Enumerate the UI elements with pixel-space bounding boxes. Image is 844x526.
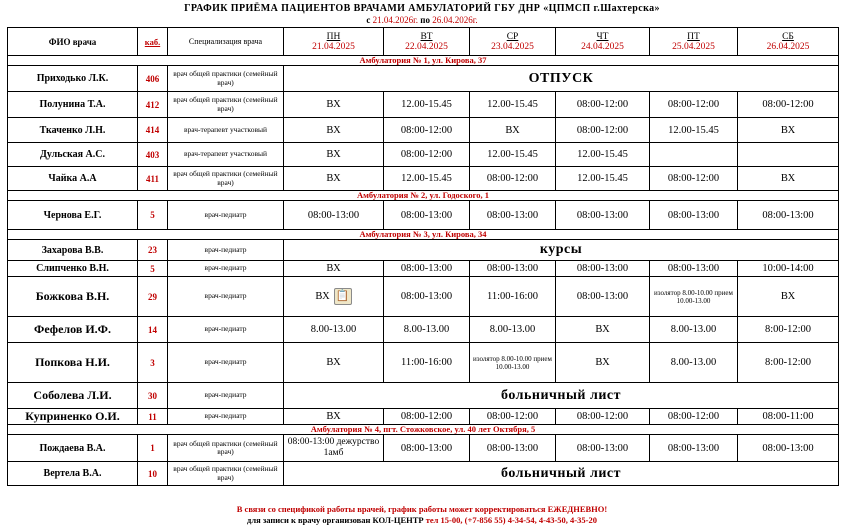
doctor-spec: врач-педиатр: [168, 343, 284, 383]
doctor-spec: врач-педиатр: [168, 317, 284, 343]
doctor-spec: врач-педиатр: [168, 261, 284, 277]
doctor-spec: врач-педиатр: [168, 409, 284, 425]
room-number: 30: [138, 383, 168, 409]
table-row: [8, 435, 839, 462]
schedule-cell: 12.00-15.45: [384, 92, 470, 118]
schedule-cell: ВХ: [738, 167, 839, 191]
schedule-title: ГРАФИК ПРИЁМА ПАЦИЕНТОВ ВРАЧАМИ АМБУЛАТОРИЙ ГБУ ДНР «ЦПМСП г.Шахтерска»: [184, 3, 660, 14]
col-header-room: каб.: [138, 28, 168, 56]
schedule-cell: ВХ: [284, 409, 384, 425]
schedule-cell: 08:00-12:00: [384, 118, 470, 143]
room-number: 5: [138, 261, 168, 277]
schedule-cell: ВХ: [284, 92, 384, 118]
schedule-cell: 08:00-13:00: [650, 435, 738, 462]
schedule-cell: 08:00-13:00: [384, 201, 470, 230]
schedule-cell: ВХ: [470, 118, 556, 143]
schedule-cell: 08:00-12:00: [384, 143, 470, 167]
doctor-spec: врач общей практики (семейный врач): [168, 167, 284, 191]
doctor-spec: врач-терапевт участковый: [168, 118, 284, 143]
table-row: [8, 409, 839, 425]
doctor-name: Фефелов И.Ф.: [8, 317, 138, 343]
col-header-spec: Специализация врача: [168, 28, 284, 56]
doctor-spec: врач общей практики (семейный врач): [168, 66, 284, 92]
room-number: 411: [138, 167, 168, 191]
status-cell: ОТПУСК: [284, 66, 839, 92]
schedule-cell: 8:00-12:00: [738, 317, 839, 343]
schedule-cell: 08:00-12:00: [556, 118, 650, 143]
doctor-spec: врач общей практики (семейный врач): [168, 462, 284, 486]
doctor-name: Слипченко В.Н.: [8, 261, 138, 277]
period-from: 21.04.2026г.: [372, 15, 419, 25]
status-cell: больничный лист: [284, 462, 839, 486]
schedule-cell: 08:00-11:00: [738, 409, 839, 425]
schedule-cell: ВХ: [738, 118, 839, 143]
schedule-cell: ВХ: [284, 118, 384, 143]
schedule-cell: 08:00-13:00: [384, 277, 470, 317]
room-number: 29: [138, 277, 168, 317]
schedule-cell: 08:00-13:00: [470, 201, 556, 230]
section-row: Амбулатория № 3, ул. Кирова, 34: [8, 230, 839, 240]
schedule-cell: 08:00-13:00: [556, 201, 650, 230]
table-row: [8, 317, 839, 343]
header-row: [8, 28, 839, 56]
room-number: 10: [138, 462, 168, 486]
footer-phones: тел 15-00, (+7-856 55) 4-34-54, 4-43-50, 4-35-20: [425, 515, 597, 525]
room-number: 406: [138, 66, 168, 92]
schedule-cell: 08:00-12:00: [738, 92, 839, 118]
table-row: [8, 201, 839, 230]
room-number: 412: [138, 92, 168, 118]
doctor-name: Пождаева В.А.: [8, 435, 138, 462]
schedule-cell: ВХ: [284, 167, 384, 191]
doctor-spec: врач-педиатр: [168, 201, 284, 230]
table-row: [8, 462, 839, 486]
col-header-fio: ФИО врача: [8, 28, 138, 56]
schedule-cell: 12.00-15.45: [556, 143, 650, 167]
section-row: Амбулатория № 4, пгт. Стожковское, ул. 40 лет Октября, 5: [8, 425, 839, 435]
schedule-cell: 08:00-12:00: [470, 409, 556, 425]
doctor-name: Ткаченко Л.Н.: [8, 118, 138, 143]
schedule-cell: ВХ: [284, 261, 384, 277]
col-header-fri: ПТ 25.04.2025: [650, 28, 738, 56]
schedule-cell: ВХ: [556, 317, 650, 343]
doctor-spec: врач-педиатр: [168, 383, 284, 409]
col-header-wed: СР 23.04.2025: [470, 28, 556, 56]
section-row: Амбулатория № 1, ул. Кирова, 37: [8, 56, 839, 66]
schedule-cell: 08:00-12:00: [556, 409, 650, 425]
col-header-tue: ВТ 22.04.2025: [384, 28, 470, 56]
schedule-cell: 08:00-13:00: [556, 261, 650, 277]
schedule-cell: 12.00-15.45: [556, 167, 650, 191]
schedule-cell: 08:00-13:00: [556, 277, 650, 317]
doctor-name: Попкова Н.И.: [8, 343, 138, 383]
room-number: 14: [138, 317, 168, 343]
schedule-cell: 11:00-16:00: [470, 277, 556, 317]
schedule-cell: ВХ 📋: [284, 277, 384, 317]
doctor-name: Куприненко О.И.: [8, 409, 138, 425]
schedule-cell: 08:00-13:00: [470, 261, 556, 277]
schedule-cell: 08:00-13:00 дежурство 1амб: [284, 435, 384, 462]
col-header-mon: ПН 21.04.2025: [284, 28, 384, 56]
schedule-cell: 08:00-13:00: [556, 435, 650, 462]
schedule-cell: 08:00-12:00: [556, 92, 650, 118]
footer-callcenter: для записи к врачу организован КОЛ-ЦЕНТР тел 15-00, (+7-856 55) 4-34-54, 4-43-50, 4-35-20: [247, 515, 597, 525]
schedule-cell: 8.00-13.00: [384, 317, 470, 343]
schedule-cell: 11:00-16:00: [384, 343, 470, 383]
room-number: 5: [138, 201, 168, 230]
schedule-cell: 12.00-15.45: [470, 143, 556, 167]
schedule-cell: 8:00-12:00: [738, 343, 839, 383]
doctor-spec: врач-педиатр: [168, 277, 284, 317]
room-number: 3: [138, 343, 168, 383]
schedule-cell: 08:00-13:00: [284, 201, 384, 230]
schedule-cell: 8.00-13.00: [650, 317, 738, 343]
schedule-cell: 12.00-15.45: [384, 167, 470, 191]
section-row: Амбулатория № 2, ул. Годоского, 1: [8, 191, 839, 201]
table-row: [8, 167, 839, 191]
doctor-name: Дульская А.С.: [8, 143, 138, 167]
schedule-cell: [650, 143, 738, 167]
col-header-sat: СБ 26.04.2025: [738, 28, 839, 56]
schedule-cell: 08:00-13:00: [738, 435, 839, 462]
doctor-name: Чернова Е.Г.: [8, 201, 138, 230]
status-cell: больничный лист: [284, 383, 839, 409]
table-row: [8, 240, 839, 261]
schedule-period: с 21.04.2026г. по 26.04.2026г.: [366, 15, 478, 25]
doctor-name: Полунина Т.А.: [8, 92, 138, 118]
schedule-cell: 08:00-12:00: [650, 409, 738, 425]
doctor-spec: врач-педиатр: [168, 240, 284, 261]
period-to: 26.04.2026г.: [432, 15, 478, 25]
footer-note: В связи со спецификой работы врачей, график работы может корректироваться ЕЖЕДНЕВНО!: [236, 504, 608, 514]
schedule-cell: 08:00-13:00: [738, 201, 839, 230]
table-row: [8, 277, 839, 317]
room-number: 414: [138, 118, 168, 143]
schedule-cell: ВХ: [556, 343, 650, 383]
schedule-cell: 8.00-13.00: [284, 317, 384, 343]
doctor-name: Чайка А.А: [8, 167, 138, 191]
schedule-table: [7, 27, 839, 486]
doctor-spec: врач общей практики (семейный врач): [168, 92, 284, 118]
schedule-cell: изолятор 8.00-10.00 прием 10.00-13.00: [650, 277, 738, 317]
table-row: [8, 383, 839, 409]
table-row: [8, 143, 839, 167]
doctor-spec: врач-терапевт участковый: [168, 143, 284, 167]
schedule-cell: изолятор 8.00-10.00 прием 10.00-13.00: [470, 343, 556, 383]
clipboard-paste-icon[interactable]: 📋: [334, 288, 352, 305]
schedule-cell: 8.00-13.00: [470, 317, 556, 343]
schedule-cell: 08:00-12:00: [470, 167, 556, 191]
doctor-name: Приходько Л.К.: [8, 66, 138, 92]
room-number: 23: [138, 240, 168, 261]
table-row: [8, 92, 839, 118]
schedule-cell: 08:00-12:00: [650, 92, 738, 118]
schedule-cell: 08:00-13:00: [384, 261, 470, 277]
doctor-name: Соболева Л.И.: [8, 383, 138, 409]
schedule-cell: 08:00-13:00: [384, 435, 470, 462]
schedule-cell: ВХ: [284, 143, 384, 167]
doctor-name: Захарова В.В.: [8, 240, 138, 261]
schedule-cell: 12.00-15.45: [650, 118, 738, 143]
room-number: 403: [138, 143, 168, 167]
schedule-cell: 8.00-13.00: [650, 343, 738, 383]
doctor-name: Вертела В.А.: [8, 462, 138, 486]
schedule-cell: ВХ: [738, 277, 839, 317]
schedule-cell: 08:00-12:00: [384, 409, 470, 425]
room-number: 11: [138, 409, 168, 425]
doctor-spec: врач общей практики (семейный врач): [168, 435, 284, 462]
status-cell: курсы: [284, 240, 839, 261]
doctor-name: Божкова В.Н.: [8, 277, 138, 317]
table-row: [8, 343, 839, 383]
col-header-thu: ЧТ 24.04.2025: [556, 28, 650, 56]
schedule-cell: 10:00-14:00: [738, 261, 839, 277]
room-number: 1: [138, 435, 168, 462]
schedule-cell: 08:00-13:00: [650, 201, 738, 230]
schedule-cell: 08:00-13:00: [470, 435, 556, 462]
schedule-cell: 12.00-15.45: [470, 92, 556, 118]
schedule-cell: ВХ: [284, 343, 384, 383]
table-row: [8, 261, 839, 277]
table-row: [8, 118, 839, 143]
schedule-cell: [738, 143, 839, 167]
table-row: [8, 66, 839, 92]
schedule-cell: 08:00-12:00: [650, 167, 738, 191]
schedule-cell: 08:00-13:00: [650, 261, 738, 277]
